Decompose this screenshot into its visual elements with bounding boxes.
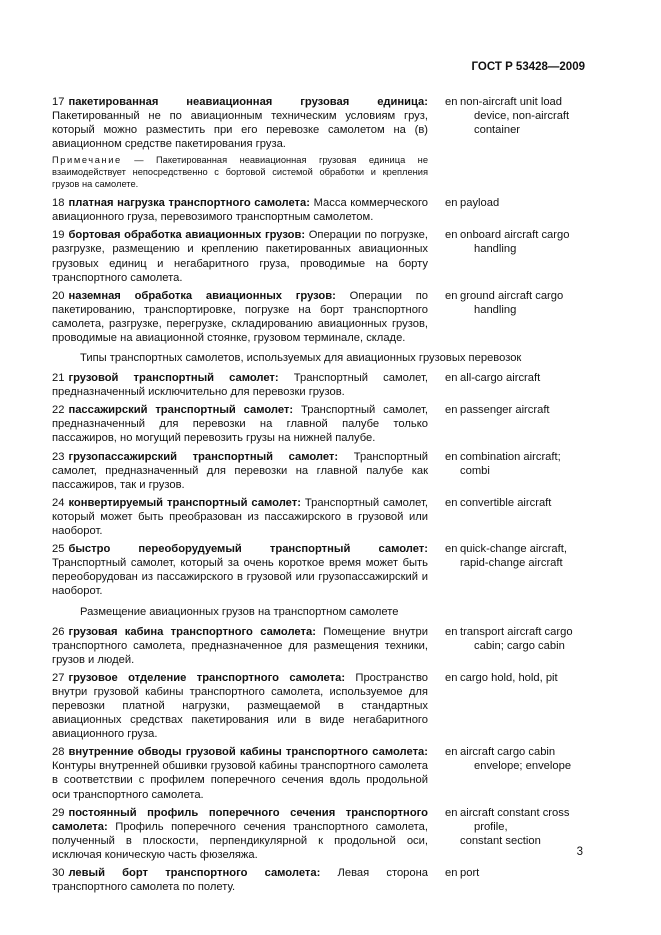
term-entry — [52, 671, 585, 741]
term-definition — [52, 371, 428, 399]
term-entry — [52, 806, 585, 862]
term-number: 23 — [52, 450, 65, 463]
term-entry — [52, 745, 585, 801]
language-code: en — [445, 543, 458, 556]
english-term: aircraft cargo cabin envelope; envelope — [460, 746, 572, 773]
term-number: 19 — [52, 229, 65, 242]
term-name: пассажирский транспортный самолет: — [68, 404, 294, 417]
term-name: грузопассажирский транспортный самолет: — [68, 450, 339, 463]
term-definition — [52, 866, 428, 894]
english-equivalent — [445, 450, 585, 492]
language-code: en — [445, 197, 458, 210]
term-name: грузовая кабина транспортного самолета: — [68, 625, 316, 638]
english-term-lines — [460, 228, 585, 284]
term-text: Транспортный самолет, который за очень короткое время может быть переоборудован из пассажирского в грузовой или грузопассажирский и наоборот. — [52, 557, 428, 598]
english-term: passenger aircraft — [460, 404, 550, 417]
term-text: Операции по пакетированию, транспортировке, погрузке на борт транспортного самолета, разгрузке, перегрузке, складированию авиационных грузов, проводимые на авиационной стоянке, грузовом терминале, складе. — [52, 289, 428, 344]
english-term: convertible aircraft — [460, 496, 552, 509]
term-number: 21 — [52, 372, 65, 385]
english-term: constant section — [460, 834, 541, 847]
term-number: 29 — [52, 806, 65, 819]
term-name: грузовое отделение транспортного самолета: — [68, 671, 346, 684]
english-term-lines — [460, 450, 585, 492]
english-term: non-aircraft unit load device, non-aircraft container — [460, 96, 570, 137]
term-number: 27 — [52, 671, 65, 684]
language-code: en — [445, 96, 458, 108]
term-name: наземная обработка авиационных грузов: — [68, 289, 336, 302]
term-name: пакетированная неавиационная грузовая единица: — [68, 96, 428, 108]
term-definition — [52, 625, 428, 667]
term-definition — [52, 542, 428, 598]
english-term-lines — [460, 542, 585, 598]
term-text: Масса коммерческого авиационного груза, перевозимого транспортным самолетом. — [52, 197, 429, 224]
term-text: Профиль поперечного сечения транспортного самолета, полученный в плоскости, перпендикулярной к продольной оси, исключая коническую часть фюзеляжа. — [52, 820, 428, 861]
english-term: combi — [460, 464, 490, 477]
term-text: Пространство внутри грузовой кабины транспортного самолета, используемое для перевозки платной нагрузки, размещаемой в стандартных авиационных средствах пакетирования или в виде негабаритного авиационного груза. — [52, 671, 429, 741]
term-entry — [52, 371, 585, 399]
term-text: Помещение внутри транспортного самолета, предназначенное для размещения техники, грузов и людей. — [52, 625, 429, 666]
term-entry — [52, 228, 585, 284]
english-equivalent — [445, 745, 585, 801]
english-term: rapid-change aircraft — [460, 557, 563, 570]
english-equivalent — [445, 95, 585, 151]
term-text: Контуры внутренней обшивки грузовой кабины транспортного самолета в соответствии с профилем поперечного сечения вдоль продольной оси транспортного самолета. — [52, 760, 428, 801]
term-definition — [52, 228, 428, 284]
term-number: 28 — [52, 746, 65, 759]
english-equivalent — [445, 228, 585, 284]
term-entry — [52, 866, 585, 894]
term-entry — [52, 625, 585, 667]
term-entry — [52, 289, 585, 345]
note — [52, 155, 428, 190]
term-number: 30 — [52, 867, 65, 879]
language-code: en — [445, 372, 458, 385]
language-code: en — [445, 450, 458, 463]
term-number: 25 — [52, 543, 65, 556]
term-name: постоянный профиль поперечного сечения транспортного самолета: — [52, 806, 428, 833]
english-equivalent — [445, 806, 585, 862]
english-term-lines — [460, 196, 585, 224]
english-term-lines — [460, 671, 585, 741]
english-equivalent — [445, 866, 585, 894]
english-term-lines — [460, 371, 585, 399]
term-definition — [52, 289, 428, 345]
english-equivalent — [445, 371, 585, 399]
term-text: Транспортный самолет, который может быть преобразован из пассажирского в грузовой или наоборот. — [52, 496, 428, 538]
term-name: платная нагрузка транспортного самолета: — [68, 197, 310, 210]
note-text: — Пакетированная неавиационная грузовая единица не взаимодействует непосредственно с бортовой системой обработки и крепления грузов на самолете. — [52, 155, 428, 189]
english-term: ground aircraft cargo handling — [460, 289, 564, 316]
english-term-lines — [460, 745, 585, 801]
term-text: Пакетированный не по авиационным техническим условиям груз, который можно разместить при его перевозке самолетом на (в) авиационном средстве пакетирования груза. — [52, 110, 428, 151]
english-term: quick-change aircraft, — [460, 543, 567, 556]
section-heading: Типы транспортных самолетов, используемых для авиационных грузовых перевозок — [80, 352, 522, 365]
term-number: 18 — [52, 197, 65, 210]
english-equivalent — [445, 496, 585, 538]
page-number: 3 — [576, 846, 583, 858]
term-text: Транспортный самолет, предназначенный исключительно для перевозки грузов. — [52, 372, 429, 399]
english-term-lines — [460, 866, 585, 894]
term-number: 20 — [52, 289, 65, 302]
section-heading: Размещение авиационных грузов на транспортном самолете — [80, 605, 399, 618]
term-name: левый борт транспортного самолета: — [68, 867, 321, 879]
term-entry — [52, 196, 585, 224]
term-entry — [52, 95, 585, 151]
terms-list — [52, 95, 585, 898]
english-equivalent — [445, 196, 585, 224]
english-equivalent — [445, 289, 585, 345]
term-text: Транспортный самолет, предназначенный для перевозки на главной палубе как пассажиров, так и грузов. — [52, 450, 429, 491]
term-name: быстро переоборудуемый транспортный самолет: — [68, 543, 428, 556]
term-name: внутренние обводы грузовой кабины транспортного самолета: — [68, 746, 428, 759]
english-term: transport aircraft cargo cabin; cargo cabin — [460, 625, 573, 652]
language-code: en — [445, 746, 458, 759]
term-number: 17 — [52, 96, 65, 108]
english-equivalent — [445, 625, 585, 667]
term-entry — [52, 450, 585, 492]
english-term: onboard aircraft cargo handling — [460, 229, 570, 256]
term-definition — [52, 496, 428, 538]
english-term-lines — [460, 95, 585, 151]
term-definition — [52, 450, 428, 492]
english-term-lines — [460, 403, 585, 445]
term-entry — [52, 496, 585, 538]
english-term: aircraft constant cross profile, — [460, 806, 570, 833]
language-code: en — [445, 806, 458, 819]
term-number: 24 — [52, 496, 65, 509]
term-entry — [52, 542, 585, 598]
english-equivalent — [445, 542, 585, 598]
language-code: en — [445, 404, 458, 417]
english-term-lines — [460, 289, 585, 345]
term-text: Транспортный самолет, предназначенный для перевозки на главной палубе только пассажиров, но могущий перевозить грузы на нижней палубе. — [52, 404, 428, 445]
term-definition — [52, 806, 428, 862]
english-term-lines — [460, 806, 585, 862]
term-number: 22 — [52, 404, 65, 417]
english-equivalent — [445, 671, 585, 741]
term-name: конвертируемый транспортный самолет: — [68, 496, 301, 509]
language-code: en — [445, 867, 458, 879]
term-definition — [52, 403, 428, 445]
language-code: en — [445, 289, 458, 302]
english-term-lines — [460, 496, 585, 538]
term-entry — [52, 403, 585, 445]
term-text: Операции по погрузке, разгрузке, размещению и креплению пакетированных авиационных грузовых единиц и негабаритного груза, проводимые на борту транспортного самолета. — [52, 229, 429, 284]
english-term: cargo hold, hold, pit — [460, 671, 558, 684]
english-term: port — [460, 867, 480, 879]
term-definition — [52, 196, 428, 224]
language-code: en — [445, 496, 458, 509]
term-name: грузовой транспортный самолет: — [68, 372, 279, 385]
english-term: combination aircraft; — [460, 450, 561, 463]
term-name: бортовая обработка авиационных грузов: — [68, 229, 306, 242]
term-definition — [52, 745, 428, 801]
english-term: payload — [460, 197, 500, 210]
note-label: Примечание — [52, 155, 122, 166]
english-term-lines — [460, 625, 585, 667]
english-term: all-cargo aircraft — [460, 372, 541, 385]
language-code: en — [445, 625, 458, 638]
term-definition — [52, 671, 428, 741]
english-equivalent — [445, 403, 585, 445]
language-code: en — [445, 229, 458, 242]
term-definition — [52, 95, 428, 151]
language-code: en — [445, 671, 458, 684]
term-number: 26 — [52, 625, 65, 638]
document-id: ГОСТ Р 53428—2009 — [471, 61, 585, 73]
term-text: Левая сторона транспортного самолета по полету. — [52, 867, 429, 894]
